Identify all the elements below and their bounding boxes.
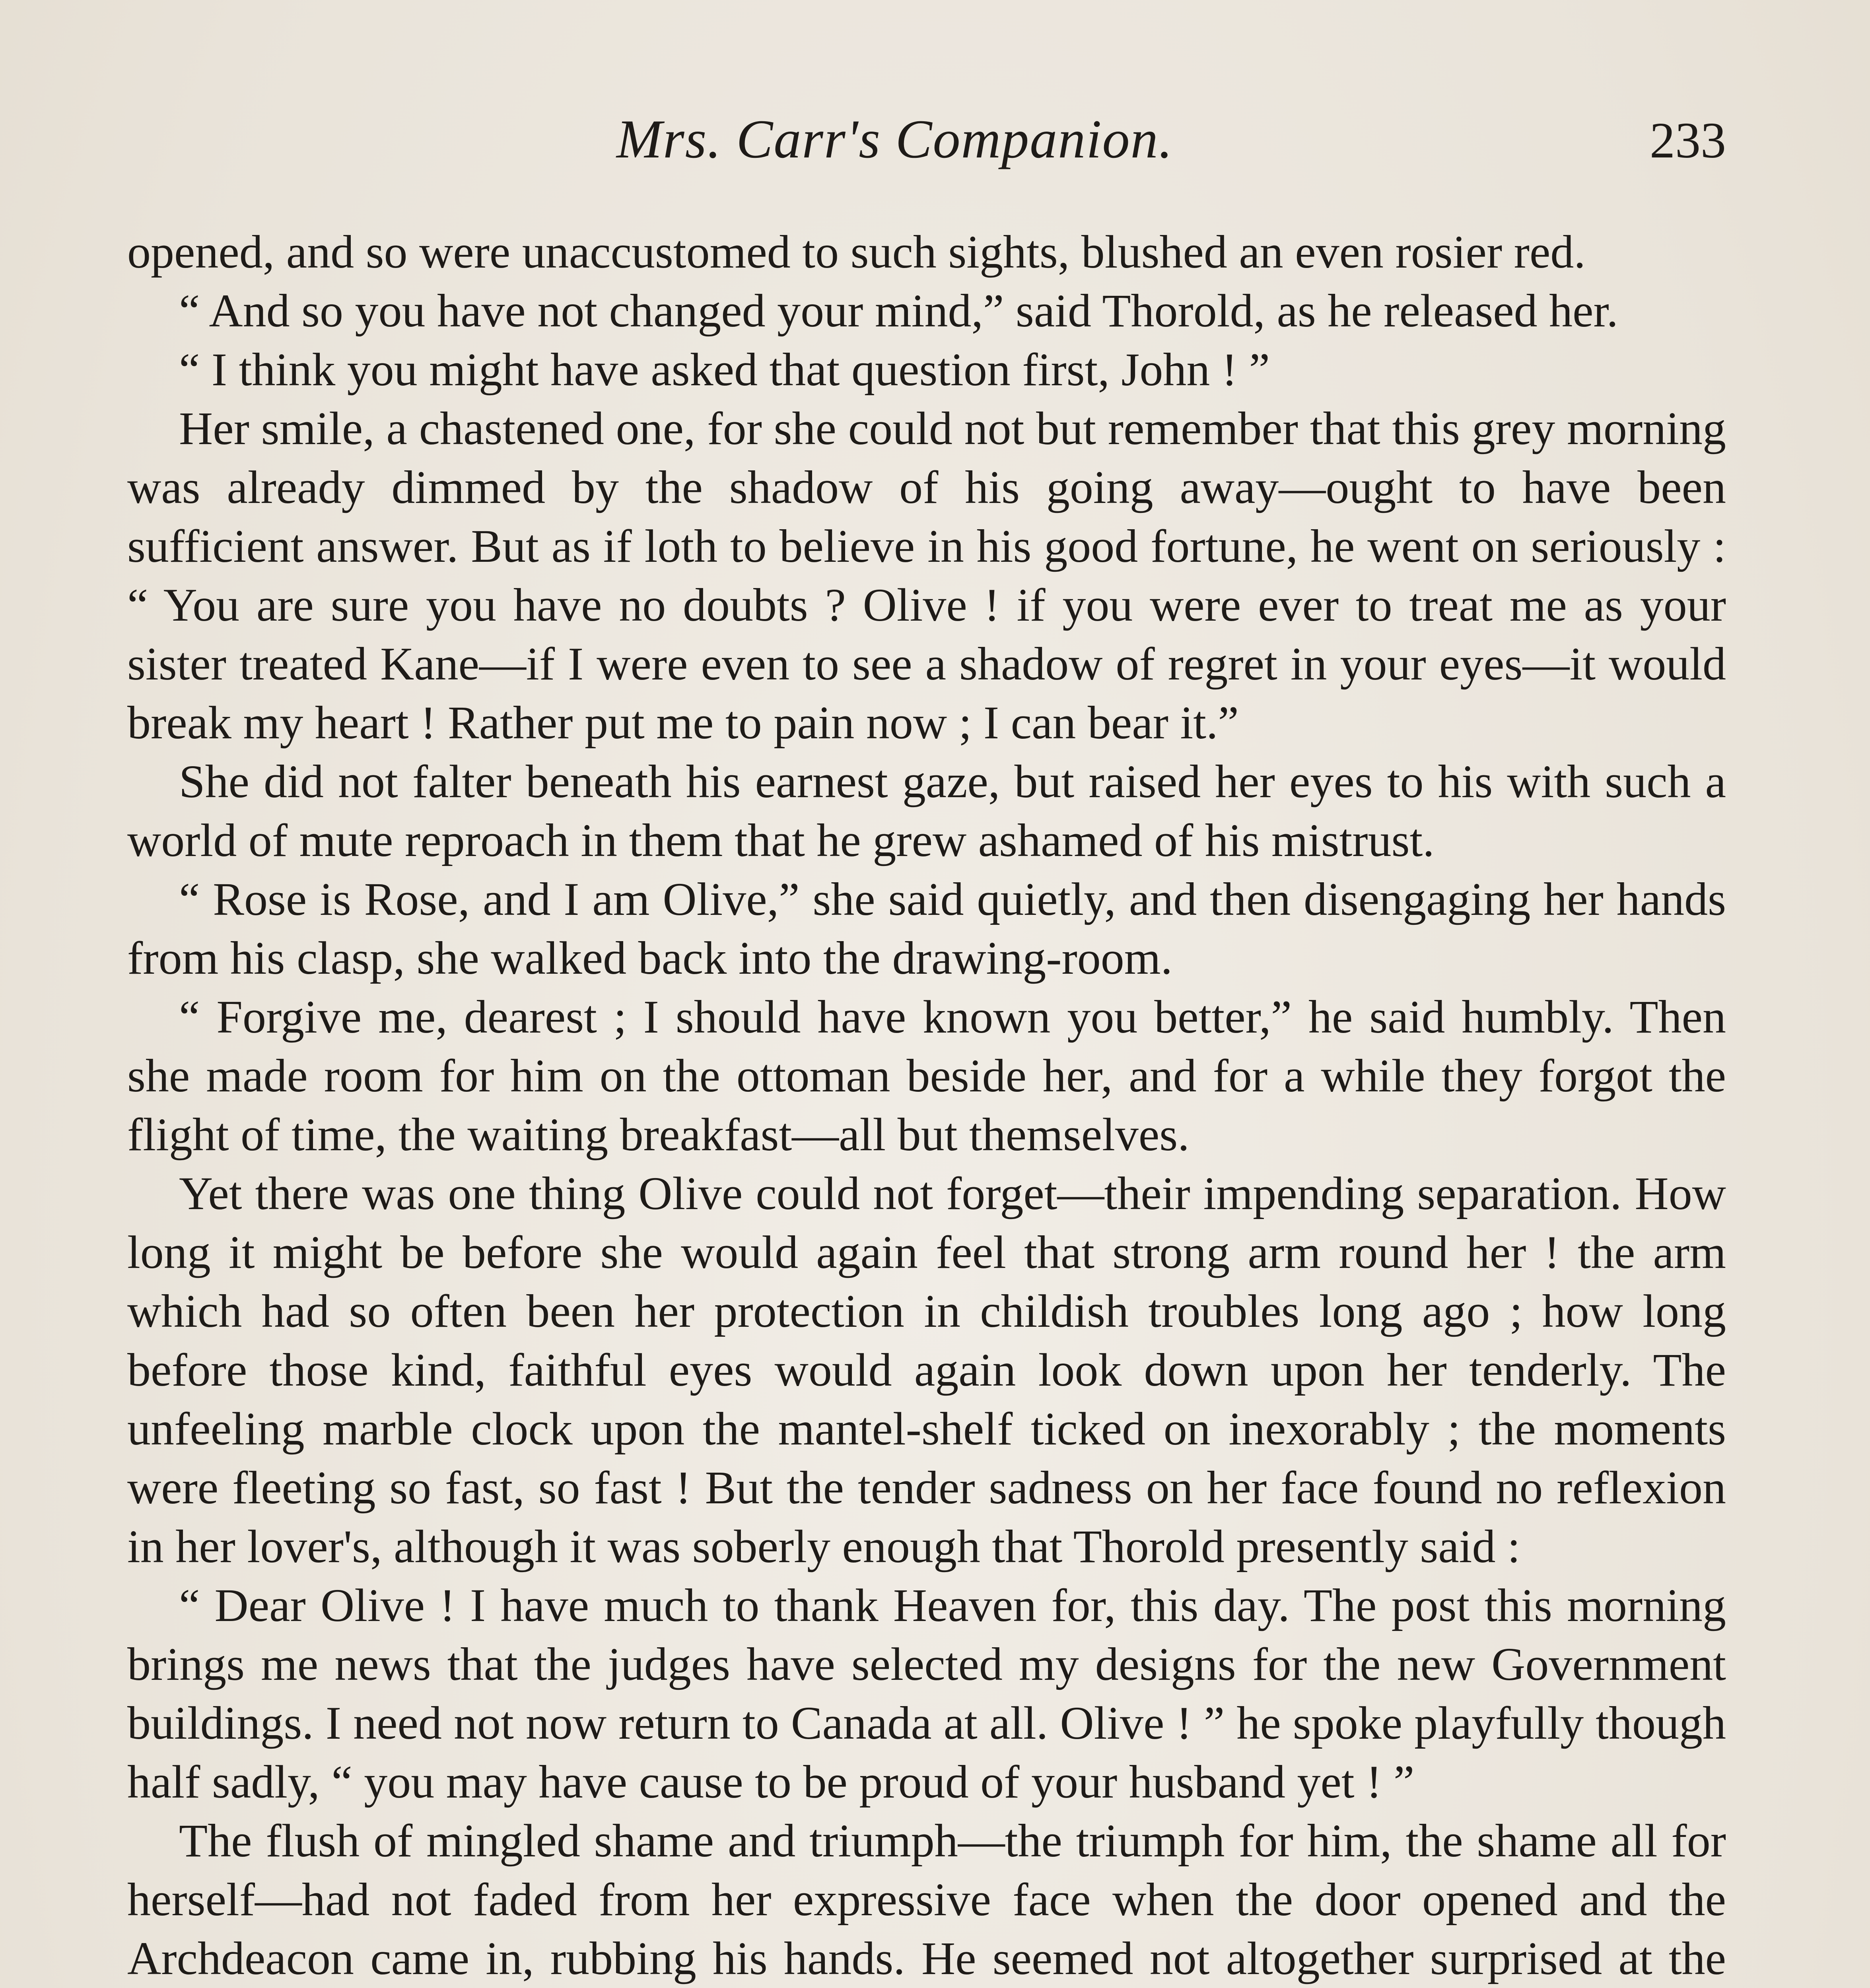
running-title: Mrs. Carr's Companion. — [616, 109, 1174, 169]
paragraph: She did not falter beneath his earnest gaze, but raised her eyes to his with such a world of mute reproach in them that he grew ashamed of his mistrust. — [127, 755, 1726, 866]
paragraph: Her smile, a chastened one, for she could not but remember that this grey morning was already dimmed by the shadow of his going away—ought to have been sufficient answer. But as if loth to believe in his good fortune, he went on seriously : “ You are sure you have no doubts ? Olive ! if you were ever to treat me as your sister treated Kane—if I were even to see a shadow of regret in your eyes—it would break my heart ! Rather put me to pain now ; I can bear it.” — [127, 402, 1726, 749]
body-text — [127, 223, 1726, 1988]
paragraph: The flush of mingled shame and triumph—the triumph for him, the shame all for herself—had not faded from her expressive face when the door opened and the Archdeacon came in, rubbing his hands. He seemed not altogether surprised at the — [127, 1815, 1726, 1984]
page-number: 233 — [1650, 112, 1726, 169]
paragraph: “ Forgive me, dearest ; I should have known you better,” he said humbly. Then she made room for him on the ottoman beside her, and for a while they forgot the flight of time, the waiting breakfast—all but themselves. — [127, 991, 1726, 1161]
paragraph: “ Dear Olive ! I have much to thank Heaven for, this day. The post this morning brings me news that the judges have selected my designs for the new Government buildings. I need not now return to Canada at all. Olive ! ” he spoke playfully though half sadly, “ you may have cause to be proud of your husband yet ! ” — [127, 1579, 1726, 1808]
running-head — [127, 107, 1726, 195]
paragraph: “ And so you have not changed your mind,” said Thorold, as he released her. — [179, 285, 1618, 337]
paragraph: Yet there was one thing Olive could not forget—their impending separation. How long it might be before she would again feel that strong arm round her ! the arm which had so often been her protection in childish troubles long ago ; how long before those kind, faithful eyes would again look down upon her tenderly. The unfeeling marble clock upon the mantel-shelf ticked on inexorably ; the moments were fleeting so fast, so fast ! But the tender sadness on her face found no reflexion in her lover's, although it was soberly enough that Thorold presently said : — [127, 1167, 1726, 1573]
paragraph: opened, and so were unaccustomed to such sights, blushed an even rosier red. — [127, 226, 1586, 278]
paragraph: “ Rose is Rose, and I am Olive,” she said quietly, and then disengaging her hands from his clasp, she walked back into the drawing-room. — [127, 873, 1726, 984]
paragraph: “ I think you might have asked that question first, John ! ” — [179, 344, 1270, 396]
